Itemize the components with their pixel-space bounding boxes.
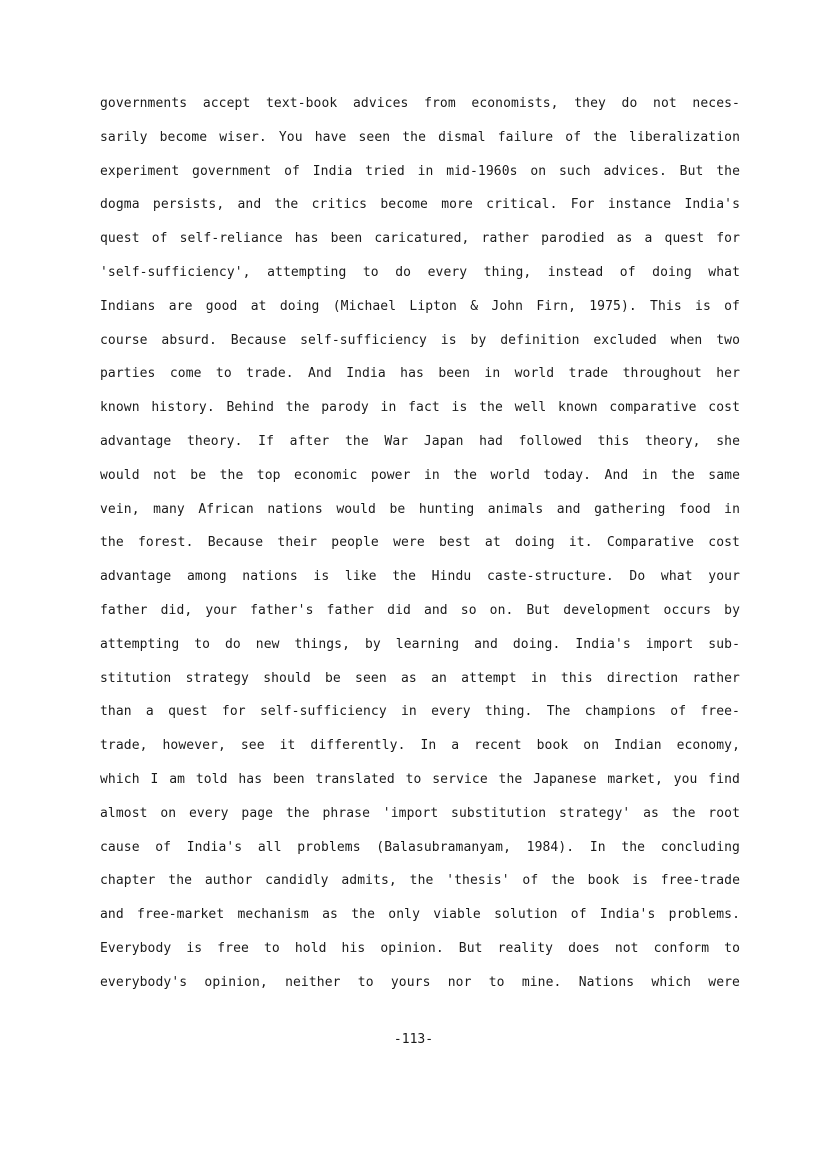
text-line: everybody's opinion, neither to yours nor to mine. Nations which were <box>100 974 740 990</box>
text-line: known history. Behind the parody in fact is the well known comparative cost <box>100 400 740 416</box>
text-line: advantage theory. If after the War Japan had followed this theory, she <box>100 433 740 449</box>
text-line: vein, many African nations would be hunting animals and gathering food in <box>100 501 740 517</box>
text-line: trade, however, see it differently. In a recent book on Indian economy, <box>100 738 740 754</box>
text-line: parties come to trade. And India has been in world trade throughout her <box>100 366 740 382</box>
text-line: experiment government of India tried in mid-1960s on such advices. But the <box>100 163 740 179</box>
text-line: Indians are good at doing (Michael Lipton & John Firn, 1975). This is of <box>100 298 740 314</box>
body-text <box>100 90 740 1003</box>
text-line: than a quest for self-sufficiency in every thing. The champions of free- <box>100 704 740 720</box>
text-line: almost on every page the phrase 'import substitution strategy' as the root <box>100 805 740 821</box>
text-line: which I am told has been translated to service the Japanese market, you find <box>100 771 740 787</box>
text-line: and free-market mechanism as the only viable solution of India's problems. <box>100 907 740 923</box>
text-line: stitution strategy should be seen as an attempt in this direction rather <box>100 670 740 686</box>
text-line: advantage among nations is like the Hindu caste-structure. Do what your <box>100 569 740 585</box>
text-line: governments accept text-book advices from economists, they do not neces- <box>100 96 740 111</box>
text-line: dogma persists, and the critics become more critical. For instance India's <box>100 197 740 213</box>
text-line: course absurd. Because self-sufficiency is by definition excluded when two <box>100 332 740 348</box>
page-number: -113- <box>393 1032 434 1047</box>
text-line: Everybody is free to hold his opinion. But reality does not conform to <box>100 940 740 956</box>
text-line: chapter the author candidly admits, the 'thesis' of the book is free-trade <box>100 873 740 889</box>
text-line: father did, your father's father did and so on. But development occurs by <box>100 602 740 618</box>
text-line: quest of self-reliance has been caricatured, rather parodied as a quest for <box>100 231 740 247</box>
text-line: attempting to do new things, by learning and doing. India's import sub- <box>100 636 740 652</box>
text-line: cause of India's all problems (Balasubramanyam, 1984). In the concluding <box>100 839 740 855</box>
text-line: sarily become wiser. You have seen the dismal failure of the liberalization <box>100 129 740 145</box>
text-line: the forest. Because their people were best at doing it. Comparative cost <box>100 535 740 551</box>
text-line: would not be the top economic power in the world today. And in the same <box>100 467 740 483</box>
text-line: 'self-sufficiency', attempting to do every thing, instead of doing what <box>100 264 740 280</box>
